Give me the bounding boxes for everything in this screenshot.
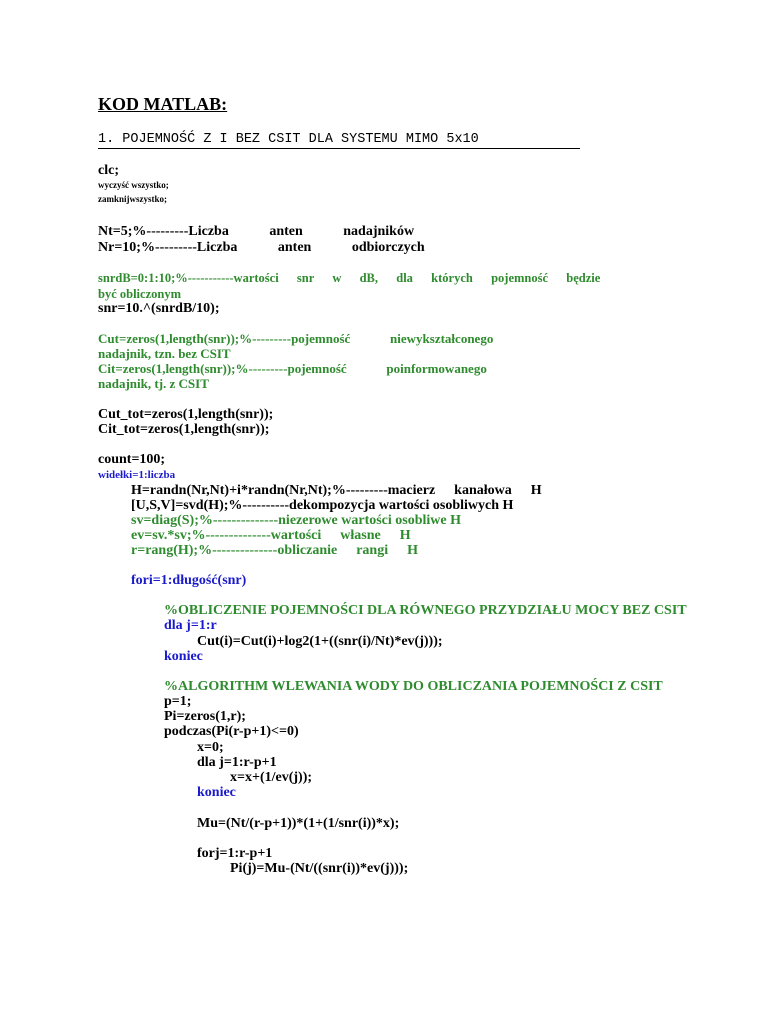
code-line-for-j: dla j=1:r [164, 618, 217, 633]
code-comment-equal-power: %OBLICZENIE POJEMNOŚCI DLA RÓWNEGO PRZYDZIAŁU MOCY BEZ CSIT [164, 603, 687, 618]
code-line-while: podczas(Pi(r-p+1)<=0) [164, 724, 299, 739]
code-line-ev: ev=sv.*sv;%--------------wartości własne H [131, 528, 411, 543]
code-line-cut-tot: Cut_tot=zeros(1,length(snr)); [98, 407, 274, 422]
code-comment-water-filling: %ALGORITHM WLEWANIA WODY DO OBLICZANIA POJEMNOŚCI Z CSIT [164, 679, 663, 694]
code-line-cut-cont: nadajnik, tzn. bez CSIT [98, 346, 231, 361]
code-line-rank: r=rang(H);%--------------obliczanie rangi H [131, 543, 418, 558]
code-line-end-2: koniec [197, 785, 236, 800]
code-line-pi-update: Pi(j)=Mu-(Nt/((snr(i))*ev(j))); [230, 861, 409, 876]
code-line-for-j-2: dla j=1:r-p+1 [197, 755, 277, 770]
code-line-pi: Pi=zeros(1,r); [164, 709, 246, 724]
code-line-cit-cont: nadajnik, tj. z CSIT [98, 376, 209, 391]
code-line-svd: [U,S,V]=svd(H);%----------dekompozycja wartości osobliwych H [131, 498, 514, 513]
code-line-for-count: widełki=1:liczba [98, 469, 176, 481]
code-line-for-j-3: forj=1:r-p+1 [197, 846, 273, 861]
code-line-close-all: zamknijwszystko; [98, 194, 167, 204]
code-line-h: H=randn(Nr,Nt)+i*randn(Nr,Nt);%---------macierz kanałowa H [131, 483, 542, 498]
code-line-sv: sv=diag(S);%--------------niezerowe wartości osobliwe H [131, 513, 462, 528]
code-line-snrdb-cont: być obliczonym [98, 287, 181, 301]
code-line-cut-update: Cut(i)=Cut(i)+log2(1+((snr(i)/Nt)*ev(j))); [197, 634, 443, 649]
code-line-clc: clc; [98, 163, 119, 178]
code-line-snrdb: snrdB=0:1:10;%-----------wartości snr w dB, dla których pojemność będzie [98, 271, 601, 285]
document-title: KOD MATLAB: [98, 94, 228, 114]
code-line-nt: Nt=5;%---------Liczba anten nadajników [98, 224, 415, 239]
code-line-mu: Mu=(Nt/(r-p+1))*(1+(1/snr(i))*x); [197, 816, 400, 831]
code-line-for-snr: fori=1:długość(snr) [131, 573, 247, 588]
code-line-cit-tot: Cit_tot=zeros(1,length(snr)); [98, 422, 270, 437]
code-line-x-update: x=x+(1/ev(j)); [230, 770, 313, 785]
code-line-cut: Cut=zeros(1,length(snr));%---------pojemność niewykształconego [98, 331, 494, 346]
code-line-count: count=100; [98, 452, 166, 467]
code-line-cit: Cit=zeros(1,length(snr));%---------pojemność poinformowanego [98, 361, 487, 376]
code-line-nr: Nr=10;%---------Liczba anten odbiorczych [98, 240, 425, 255]
code-line-snr: snr=10.^(snrdB/10); [98, 301, 220, 316]
code-line-p: p=1; [164, 694, 192, 709]
section-heading: 1. POJEMNOŚĆ Z I BEZ CSIT DLA SYSTEMU MIMO 5x10 [98, 132, 479, 147]
code-line-clear-all: wyczyść wszystko; [98, 180, 169, 190]
section-underline [98, 148, 580, 149]
code-line-end-1: koniec [164, 649, 203, 664]
code-line-x: x=0; [197, 740, 224, 755]
